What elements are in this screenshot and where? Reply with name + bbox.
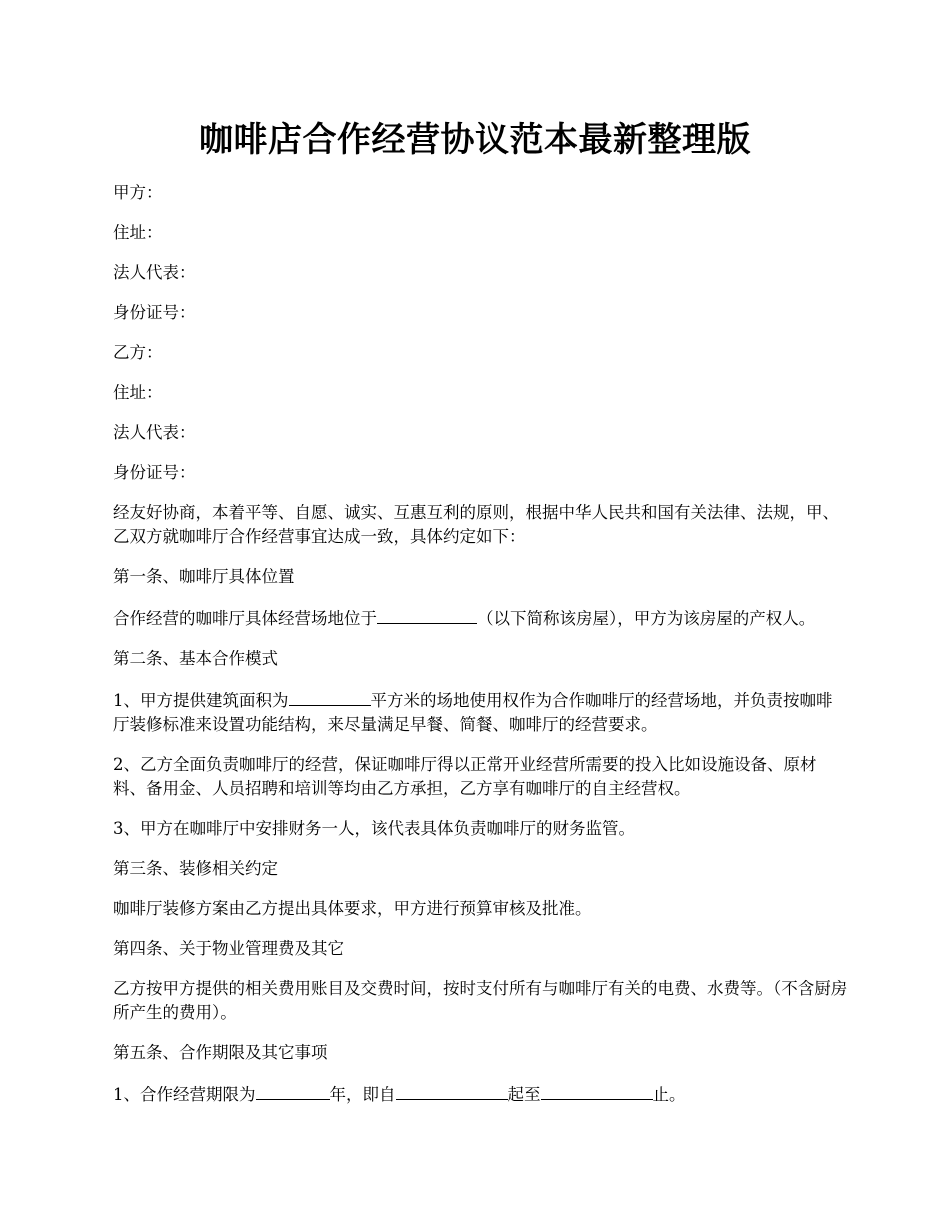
article-5-item-1-part-3: 起至 [507,1085,541,1104]
area-blank[interactable] [289,687,371,706]
article-5-heading: 第五条、合作期限及其它事项 [113,1043,328,1062]
article-5-item-1 [113,1081,848,1107]
party-a-address: 住址： [113,223,163,242]
party-b-label: 乙方： [113,343,163,362]
party-a-legal-rep: 法人代表： [113,263,196,282]
party-a-label: 甲方： [113,183,163,202]
article-2-item-1-before: 1、甲方提供建筑面积为 [113,691,289,710]
article-3-text: 咖啡厅装修方案由乙方提出具体要求，甲方进行预算审核及批准。 [113,899,592,918]
term-years-blank[interactable] [256,1081,330,1100]
location-blank[interactable] [377,605,477,624]
party-b-legal-rep: 法人代表： [113,423,196,442]
article-1-text [113,605,848,631]
article-4-text: 乙方按甲方提供的相关费用账目及交费时间，按时支付所有与咖啡厅有关的电费、水费等。（不含厨房所产生的费用）。 [113,979,848,1022]
article-5-item-1-part-4: 止。 [652,1085,686,1104]
article-1-heading: 第一条、咖啡厅具体位置 [113,567,295,586]
article-2-item-1 [113,687,848,737]
party-b-address: 住址： [113,383,163,402]
article-2-heading: 第二条、基本合作模式 [113,649,278,668]
end-date-blank[interactable] [541,1081,653,1100]
start-date-blank[interactable] [396,1081,508,1100]
document-body [113,181,848,1123]
preamble-paragraph: 经友好协商，本着平等、自愿、诚实、互惠互利的原则，根据中华人民共和国有关法律、法规，甲、乙双方就咖啡厅合作经营事宜达成一致，具体约定如下： [113,503,839,546]
party-a-id-number: 身份证号： [113,303,196,322]
document-title: 咖啡店合作经营协议范本最新整理版 [199,120,751,160]
article-2-item-2: 2、乙方全面负责咖啡厅的经营，保证咖啡厅得以正常开业经营所需要的投入比如设施设备、原材料、备用金、人员招聘和培训等均由乙方承担，乙方享有咖啡厅的自主经营权。 [113,755,817,798]
article-5-item-1-part-2: 年，即自 [329,1085,396,1104]
party-b-id-number: 身份证号： [113,463,196,482]
article-2-item-3: 3、甲方在咖啡厅中安排财务一人，该代表具体负责咖啡厅的财务监管。 [113,819,635,838]
article-1-text-after: （以下简称该房屋），甲方为该房屋的产权人。 [477,609,816,628]
article-3-heading: 第三条、装修相关约定 [113,859,278,878]
article-5-item-1-part-1: 1、合作经营期限为 [113,1085,256,1104]
article-4-heading: 第四条、关于物业管理费及其它 [113,939,344,958]
article-1-text-before: 合作经营的咖啡厅具体经营场地位于 [113,609,377,628]
article-2-item-1-after: 平方米的场地使用权作为合作咖啡厅的经营场地，并负责按咖啡厅装修标准来设置功能结构，来尽量满足早餐、简餐、咖啡厅的经营要求。 [113,691,833,734]
